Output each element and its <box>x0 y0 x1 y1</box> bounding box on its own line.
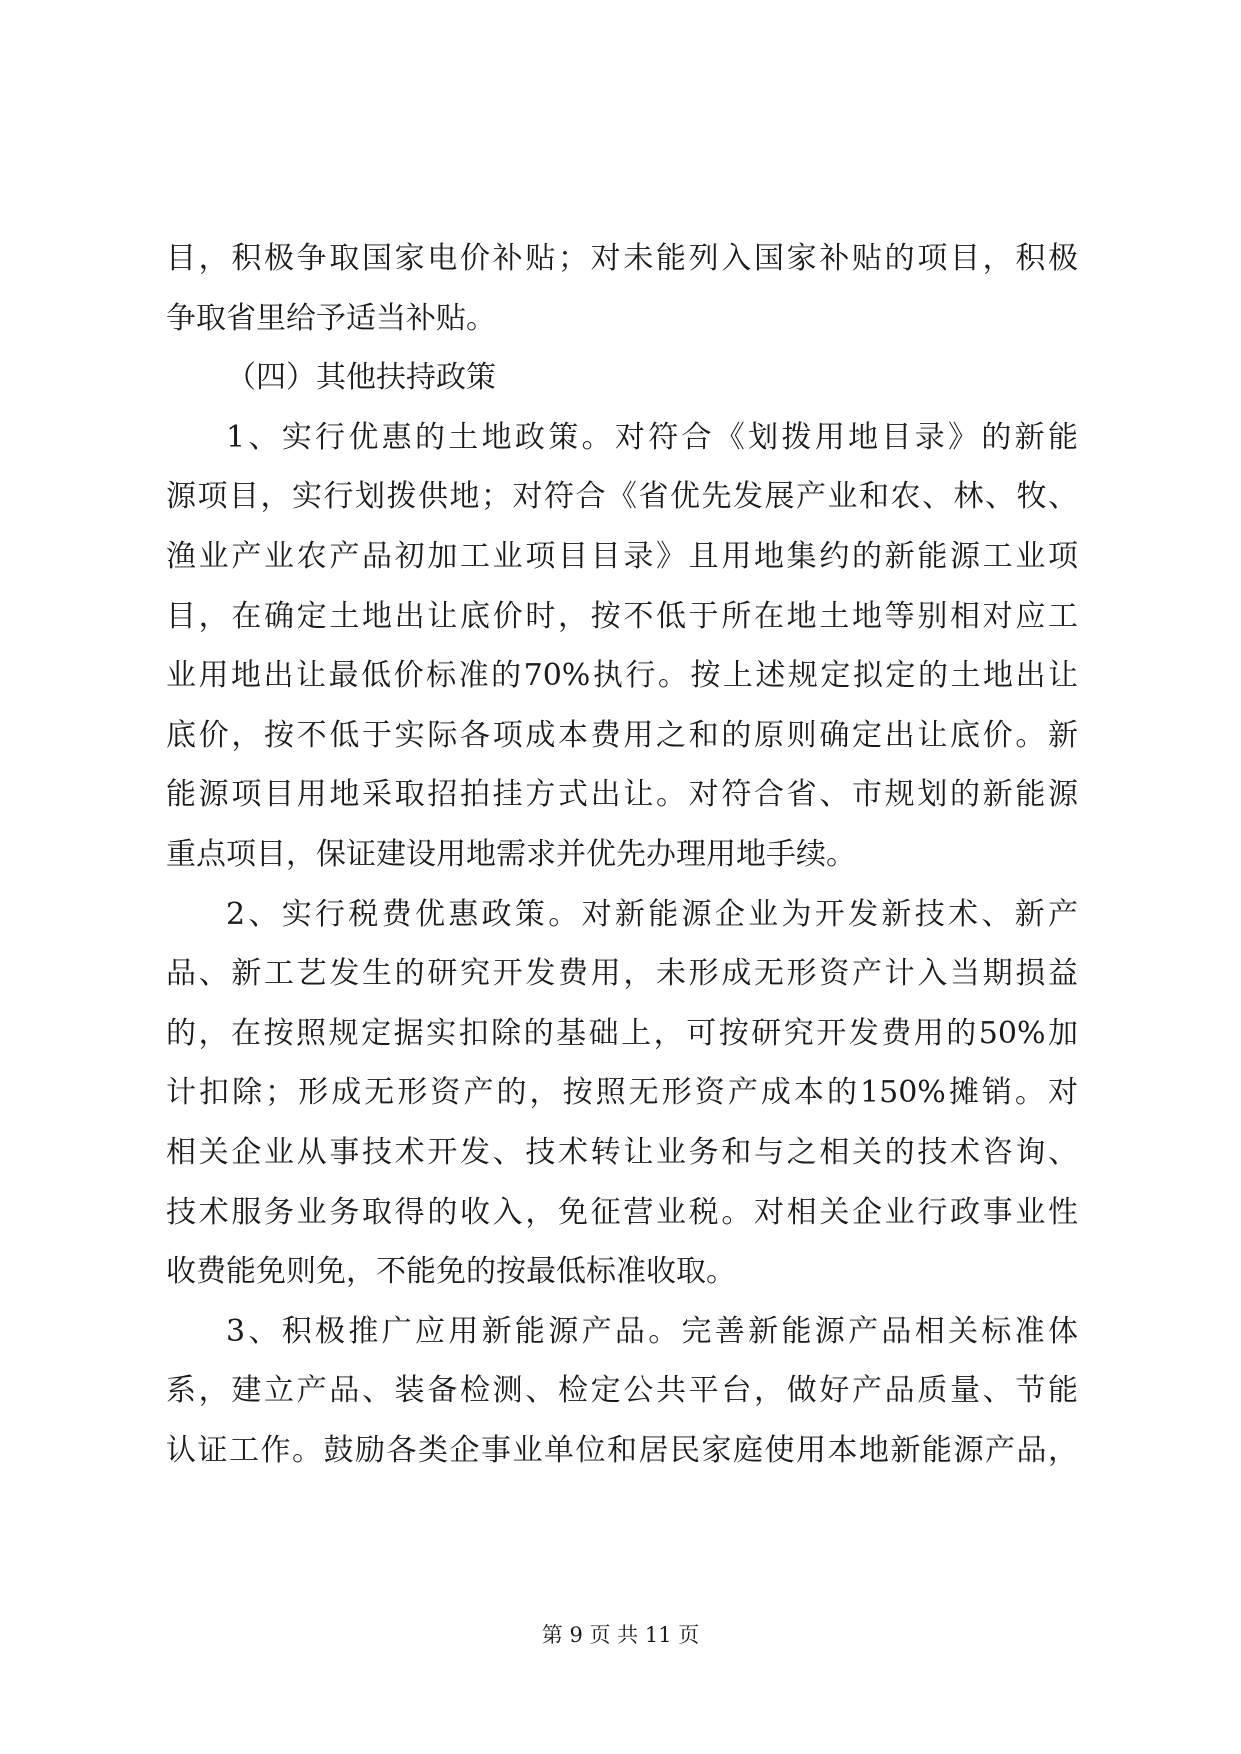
text-line: 底价，按不低于实际各项成本费用之和的原则确定出让底价。新 <box>166 717 1078 753</box>
text-line: 业用地出让最低价标准的70%执行。按上述规定拟定的土地出让 <box>166 658 1078 694</box>
paragraph-start-line: 1、实行优惠的土地政策。对符合《划拨用地目录》的新能 <box>226 419 1078 455</box>
text-line: 收费能免则免，不能免的按最低标准收取。 <box>166 1254 736 1290</box>
body-text <box>166 229 1078 1480</box>
paragraph-start-line: 2、实行税费优惠政策。对新能源企业为开发新技术、新产 <box>226 896 1078 932</box>
text-line: 品、新工艺发生的研究开发费用，未形成无形资产计入当期损益 <box>166 956 1078 992</box>
text-line: 目，积极争取国家电价补贴；对未能列入国家补贴的项目，积极 <box>166 241 1078 276</box>
text-line: 能源项目用地采取招拍挂方式出让。对符合省、市规划的新能源 <box>166 777 1078 813</box>
text-line: 争取省里给予适当补贴。 <box>166 300 496 336</box>
text-line: 重点项目，保证建设用地需求并优先办理用地手续。 <box>166 836 856 872</box>
text-line: 的，在按照规定据实扣除的基础上，可按研究开发费用的50%加 <box>166 1015 1078 1051</box>
text-line: 认证工作。鼓励各类企事业单位和居民家庭使用本地新能源产品， <box>166 1432 1078 1468</box>
text-line: 源项目，实行划拨供地；对符合《省优先发展产业和农、林、牧、 <box>166 479 1078 515</box>
text-line: 技术服务业务取得的收入，免征营业税。对相关企业行政事业性 <box>166 1194 1078 1230</box>
page-number-footer: 第 9 页 共 11 页 <box>541 1623 700 1647</box>
section-heading: （四）其他扶持政策 <box>226 360 496 396</box>
paragraph-start-line: 3、积极推广应用新能源产品。完善新能源产品相关标准体 <box>226 1313 1078 1349</box>
text-line: 系，建立产品、装备检测、检定公共平台，做好产品质量、节能 <box>166 1373 1078 1409</box>
text-line: 相关企业从事技术开发、技术转让业务和与之相关的技术咨询、 <box>166 1134 1078 1170</box>
text-line: 计扣除；形成无形资产的，按照无形资产成本的150%摊销。对 <box>166 1075 1078 1111</box>
text-line: 渔业产业农产品初加工业项目目录》且用地集约的新能源工业项 <box>166 538 1078 574</box>
text-line: 目，在确定土地出让底价时，按不低于所在地土地等别相对应工 <box>166 598 1078 634</box>
